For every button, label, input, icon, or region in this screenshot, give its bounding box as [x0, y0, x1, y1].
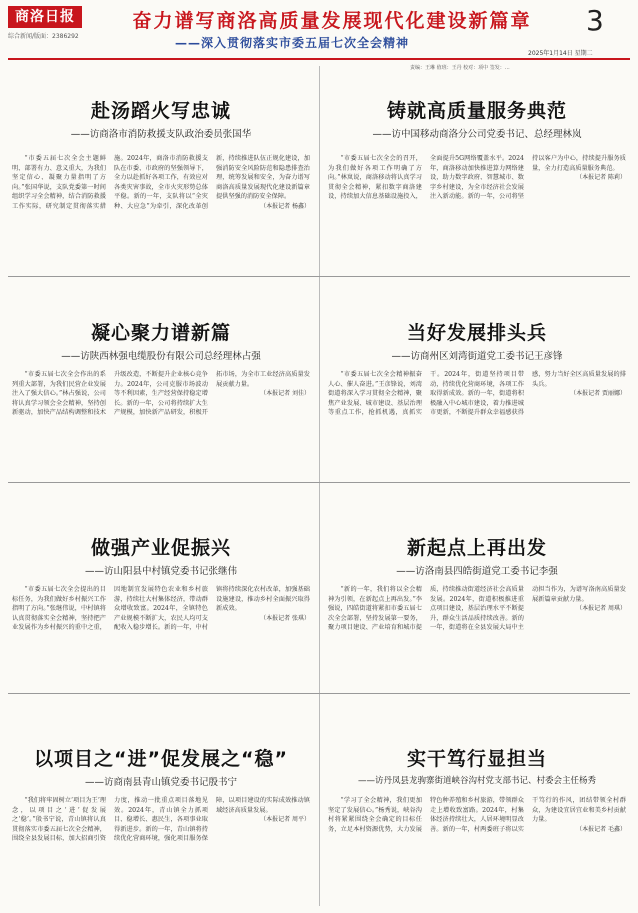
- article-subtitle: ——访丹凤县龙驹寨街道峡谷沟村党支部书记、村委会主任杨秀: [357, 776, 596, 786]
- article-1: [12, 96, 310, 274]
- article-4: [328, 318, 626, 480]
- article-title: 赴汤蹈火写忠诚: [90, 100, 231, 122]
- article-text: “市委五届七次全会作出的系列重大部署，为我们民营企业发展注入了强大信心。”林占强说，公司将认真学习领会全会精神，坚持创新驱动，加快产品结构调整和技术升级改造，不断提升企业核心竞争力。2024年，公司克服市场波动等不利因素，生产经营保持稳定增长。新的一年，公司将持续扩大生产规模，加快新产品研发，积极开拓市场，为全市工业经济高质量发展贡献力量。: [12, 371, 310, 417]
- article-subtitle: ——访陕西林强电缆股份有限公司总经理林占强: [61, 351, 261, 362]
- article-body: [328, 585, 626, 689]
- issue-date: 2025年1月14日 星期二: [528, 50, 593, 57]
- row-divider: [8, 482, 630, 483]
- article-text: “市委五届七次全会的召开，为我们做好各项工作明确了方向。”林岚说，商洛移动将认真学习贯彻全会精神，紧扣数字商洛建设，持续加大信息基础设施投入，全面提升5G网络覆盖水平。2024年，商洛移动加快推进算力网络建设，助力数字政府、智慧城市、数字乡村建设，为全市经济社会发展注入新动能。新的一年，公司将坚持以客户为中心，持续提升服务质量，全力打造高质量服务典范。: [328, 155, 626, 201]
- article-subtitle: ——访洛南县四皓街道党工委书记李强: [396, 566, 558, 577]
- article-byline: （本报记者 周琪）: [576, 605, 626, 613]
- article-title: 新起点上再出发: [406, 537, 547, 559]
- article-subtitle: ——访中国移动商洛分公司党委书记、总经理林岚: [372, 129, 582, 140]
- editor-line: 责编：王琳 值班：王丹 校对：项中 签发：…: [410, 65, 510, 71]
- article-title: 做强产业促振兴: [90, 537, 231, 559]
- article-text: “学习了全会精神，我们更加坚定了发展信心。”杨秀说，峡谷沟村将紧紧围绕全会确定的目标任务，立足本村资源优势，大力发展特色种养殖和乡村旅游，带领群众走上增收致富路。2024年，村集体经济持续壮大，人居环境明显改善。新的一年，村两委班子将以实干笃行的作风，团结带领全村群众，为建设宜居宜业和美乡村贡献力量。: [328, 797, 626, 833]
- article-7: [12, 744, 310, 908]
- article-byline: （本报记者 刘佳）: [260, 390, 310, 398]
- masthead: [0, 0, 638, 71]
- article-body: [12, 585, 310, 689]
- page-sub-title: ——深入贯彻落实市委五届七次全会精神: [175, 36, 410, 50]
- article-body: [328, 154, 626, 272]
- article-subtitle: ——访商南县青山镇党委书记殷书宁: [84, 777, 237, 788]
- article-text: “新的一年，我们将以全会精神为引领，在新起点上再出发。”李强说，四皓街道将紧扣市委五届七次全会部署，坚持发展第一要务，聚力项目建设、产业培育和城市提质，持续推动街道经济社会高质量发展。2024年，街道积极推进重点项目建设，基层治理水平不断提升，群众生活品质持续改善。新的一年，街道将在全县发展大局中主动担当作为，为谱写洛南高质量发展新篇章贡献力量。: [328, 586, 626, 632]
- article-subtitle: ——访商洛市消防救援支队政治委员张国华: [70, 129, 252, 140]
- article-5: [12, 533, 310, 691]
- article-byline: （本报记者 贾丽娜）: [570, 390, 626, 398]
- page-number: 3: [586, 4, 604, 37]
- article-title: 凝心聚力谱新篇: [90, 322, 231, 344]
- article-byline: （本报记者 周平）: [260, 816, 310, 824]
- article-byline: （本报记者 张琪）: [260, 614, 310, 622]
- article-text: “市委五届七次全会精神振奋人心、催人奋进。”王彦锋说，刘湾街道将深入学习贯彻全会精神，聚焦产业发展、城市建设、基层治理等重点工作，抢抓机遇，真抓实干。2024年，街道坚持项目带动，持续优化营商环境，各项工作取得新成效。新的一年，街道将积极融入中心城市建设，着力推进城市更新，不断提升群众幸福感获得感，努力当好全区高质量发展的排头兵。: [328, 371, 626, 417]
- article-byline: （本报记者 毛鑫）: [576, 825, 626, 833]
- meta-bar: [410, 28, 630, 71]
- article-body: [328, 370, 626, 478]
- article-text: “市委五届七次全会提出的目标任务，为我们做好乡村振兴工作指明了方向。”张继伟说，中村镇将认真贯彻落实全会精神，坚持把产业发展作为乡村振兴的重中之重，因地制宜发展特色农业和乡村旅游，持续壮大村集体经济，带动群众增收致富。2024年，全镇特色产业规模不断扩大，农民人均可支配收入稳步增长。新的一年，中村镇将持续深化农村改革，加强基础设施建设，推动乡村全面振兴取得新成效。: [12, 586, 310, 632]
- article-8: [328, 744, 626, 908]
- article-title: 当好发展排头兵: [406, 322, 547, 344]
- column-divider: [319, 66, 320, 906]
- publication-line: 综合新闻/版面：2386292: [8, 33, 79, 40]
- masthead-rule: [8, 58, 630, 60]
- article-3: [12, 318, 310, 480]
- article-text: “市委五届七次全会主题鲜明、部署有力、意义重大，为我们坚定信心、凝聚力量指明了方向。”张国华说，支队党委第一时间组织学习全会精神，结合消防救援工作实际，研究制定贯彻落实措施。2024年，商洛市消防救援支队在市委、市政府的坚强领导下，全力以赴抓好各项工作，有效应对各类灾害事故，全市火灾形势总体平稳。新的一年，支队将以“全灾种、大应急”为牵引，深化改革创新，持续推进队伍正规化建设，加强消防安全风险防范和隐患排查治理，统筹发展和安全，为奋力谱写商洛高质量发展现代化建设新篇章提供坚强的消防安全保障。: [12, 155, 310, 210]
- article-body: [12, 154, 310, 272]
- newspaper-logo: 商洛日报: [8, 6, 82, 28]
- article-body: [12, 370, 310, 478]
- article-byline: （本报记者 杨鑫）: [260, 202, 310, 210]
- page-main-title: 奋力谱写商洛高质量发展现代化建设新篇章: [132, 10, 532, 32]
- article-byline: （本报记者 陈莉）: [576, 174, 626, 182]
- headline-banner: [92, 6, 572, 30]
- article-title: 铸就高质量服务典范: [386, 100, 567, 122]
- row-divider: [8, 276, 630, 277]
- article-subtitle: ——访商州区刘湾街道党工委书记王彦锋: [391, 351, 563, 362]
- article-title: 以项目之“进”促发展之“稳”: [34, 748, 288, 770]
- article-text: “我们将牢固树立‘项目为王’理念，以项目之‘进’促发展之‘稳’。”殷书宁说，青山镇将认真贯彻落实市委五届七次全会精神，围绕全县发展目标，加大招商引资力度，推动一批重点项目落地见效。2024年，青山镇全力抓项目、稳增长、惠民生，各项事业取得新进步。新的一年，青山镇将持续优化营商环境，强化项目服务保障，以项目建设的实际成效推动镇域经济高质量发展。: [12, 797, 310, 843]
- article-subtitle: ——访山阳县中村镇党委书记张继伟: [84, 566, 237, 577]
- row-divider: [8, 693, 630, 694]
- article-2: [328, 96, 626, 274]
- article-6: [328, 533, 626, 691]
- article-title: 实干笃行显担当: [406, 748, 547, 770]
- article-body: [328, 796, 626, 906]
- article-body: [12, 796, 310, 906]
